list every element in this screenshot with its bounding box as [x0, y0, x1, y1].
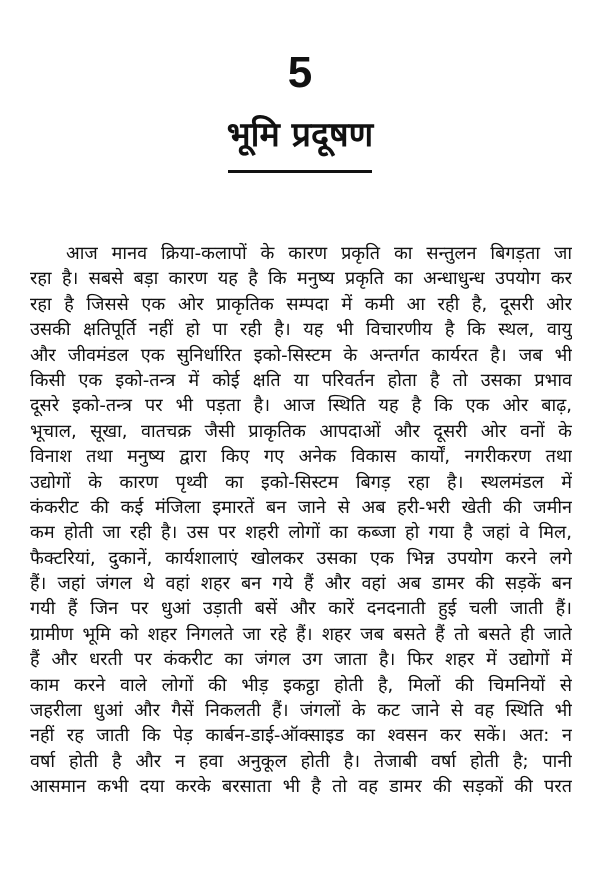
text-line: विनाश तथा मनुष्य द्वारा किए गए अनेक विकास कार्यों, नगरीकरण तथा — [30, 446, 572, 468]
text-line: और जीवमंडल एक सुनिर्धारित इको-सिस्टम के अन्तर्गत कार्यरत है। जब भी — [30, 344, 572, 366]
chapter-number: 5 — [287, 48, 313, 97]
text-line: रहा है जिससे एक ओर प्राकृतिक सम्पदा में कमी आ रही है, दूसरी ओर — [30, 293, 572, 315]
text-line: जहरीला धुआं और गैसें निकलती हैं। जंगलों के कट जाने से वह स्थिति भी — [30, 700, 572, 722]
text-line: दूसरे इको-तन्त्र पर भी पड़ता है। आज स्थिति यह है कि एक ओर बाढ़, — [30, 395, 572, 417]
text-line: भूचाल, सूखा, वातचक्र जैसी प्राकृतिक आपदाओं और दूसरी ओर वनों के — [30, 420, 572, 442]
text-line: उद्योगों के कारण पृथ्वी का इको-सिस्टम बिगड़ रहा है। स्थलमंडल में — [30, 471, 572, 493]
chapter-title: भूमि प्रदूषण — [226, 115, 374, 155]
text-line: आसमान कभी दया करके बरसाता भी है तो वह डामर की सड़कों की परत — [30, 776, 572, 798]
text-line: ग्रामीण भूमि को शहर निगलते जा रहे हैं। शहर जब बसते हैं तो बसते ही जाते — [30, 623, 572, 645]
text-line: काम करने वाले लोगों की भीड़ इकट्ठा होती है, मिलों की चिमनियों से — [30, 674, 572, 696]
body-text — [30, 241, 572, 800]
text-line: नहीं रह जाती कि पेड़ कार्बन-डाई-ऑक्साइड का श्वसन कर सकें। अत: न — [30, 725, 572, 747]
text-line: आज मानव क्रिया-कलापों के कारण प्रकृति का सन्तुलन बिगड़ता जा — [66, 243, 572, 264]
text-line: गयी हैं जिन पर धुआं उड़ाती बसें और कारें दनदनाती हुई चली जाती हैं। — [30, 598, 572, 620]
text-line: वर्षा होती है और न हवा अनुकूल होती है। तेजाबी वर्षा होती है; पानी — [30, 750, 572, 772]
text-line: हैं। जहां जंगल थे वहां शहर बन गये हैं और वहां अब डामर की सड़कें बन — [30, 573, 572, 595]
text-line: हैं और धरती पर कंकरीट का जंगल उग जाता है। फिर शहर में उद्योगों में — [30, 649, 572, 671]
text-line: कंकरीट की कई मंजिला इमारतें बन जाने से अब हरी-भरी खेती की जमीन — [30, 496, 572, 518]
text-line: फैक्टरियां, दुकानें, कार्यशालाएं खोलकर उसका एक भिन्न उपयोग करने लगे — [30, 547, 572, 569]
title-underline — [228, 170, 372, 173]
text-line: कम होती जा रही है। उस पर शहरी लोगों का कब्जा हो गया है जहां वे मिल, — [30, 522, 572, 544]
text-line: रहा है। सबसे बड़ा कारण यह है कि मनुष्य प्रकृति का अन्धाधुन्ध उपयोग कर — [30, 268, 572, 290]
text-line: उसकी क्षतिपूर्ति नहीं हो पा रही है। यह भी विचारणीय है कि स्थल, वायु — [30, 319, 572, 341]
text-line: किसी एक इको-तन्त्र में कोई क्षति या परिवर्तन होता है तो उसका प्रभाव — [30, 369, 572, 391]
